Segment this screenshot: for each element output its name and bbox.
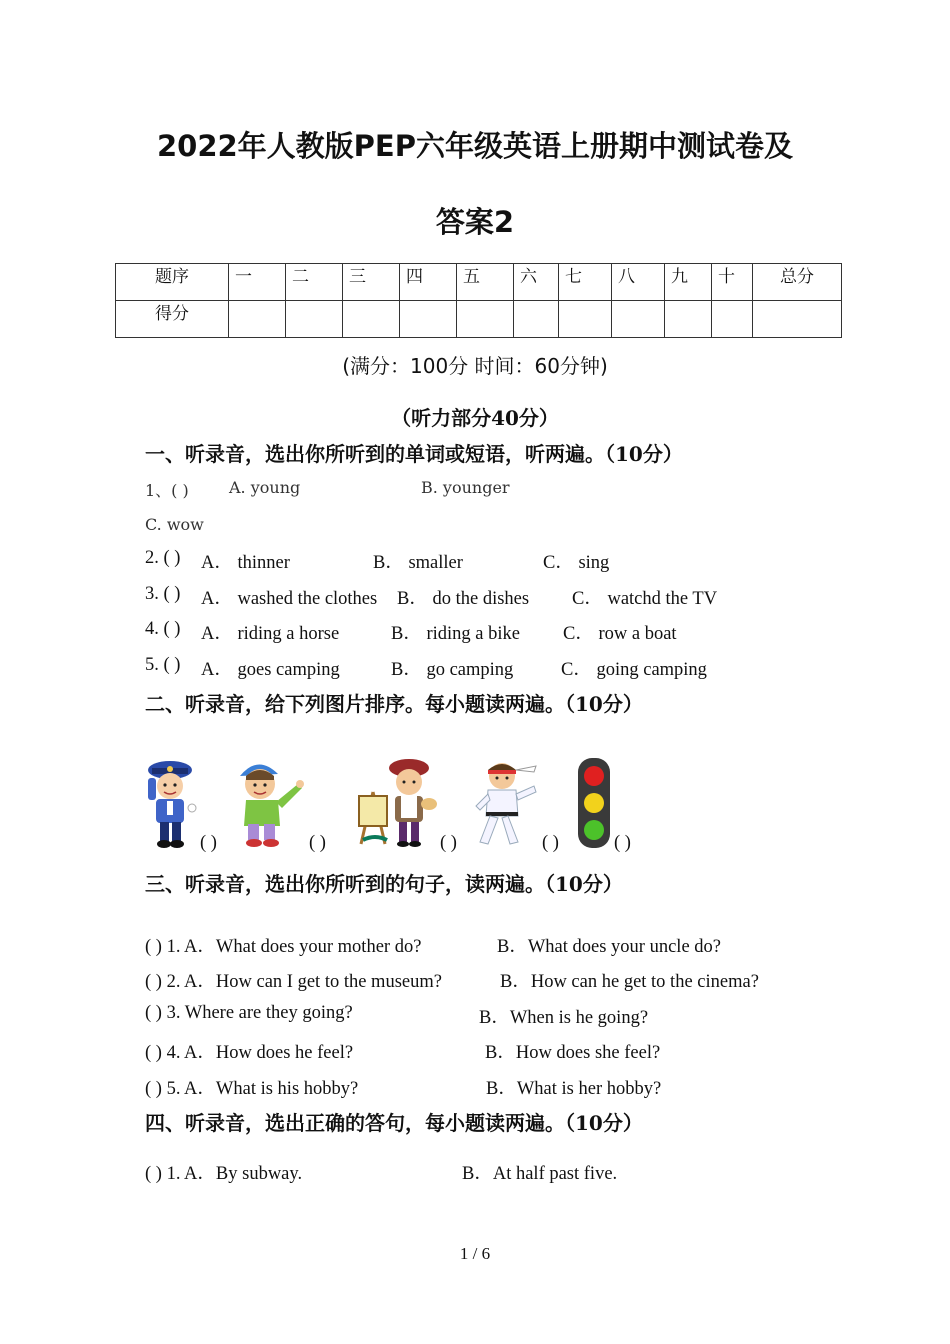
score-input-cell[interactable] bbox=[753, 301, 842, 338]
option-c: C． sing bbox=[543, 553, 610, 573]
page-number: 1 / 6 bbox=[459, 1244, 491, 1263]
q1-number: 1、( ) bbox=[145, 481, 189, 500]
picture-blank-3[interactable]: ( ) bbox=[440, 833, 457, 853]
painter-picture bbox=[355, 756, 439, 850]
traffic-light-picture bbox=[577, 757, 611, 849]
score-cell: 十 bbox=[712, 264, 753, 301]
q-number: 5. ( ) bbox=[145, 655, 181, 675]
option-b: B．What does your uncle do? bbox=[497, 937, 721, 957]
score-cell: 题序 bbox=[116, 264, 229, 301]
option-c: C． going camping bbox=[561, 660, 707, 680]
sentence-question: ( ) 5. A．What is his hobby? bbox=[145, 1079, 359, 1099]
option-b: B． riding a bike bbox=[391, 624, 520, 644]
score-cell: 得分 bbox=[116, 301, 229, 338]
section1-heading: 一、听录音，选出你所听到的单词或短语，听两遍。（10分） bbox=[145, 442, 683, 466]
option-b: B．How can he get to the cinema? bbox=[500, 972, 759, 992]
score-input-cell[interactable] bbox=[457, 301, 514, 338]
score-input-cell[interactable] bbox=[400, 301, 457, 338]
section3-heading: 三、听录音，选出你所听到的句子，读两遍。（10分） bbox=[145, 872, 623, 896]
score-input-cell[interactable] bbox=[559, 301, 612, 338]
q1-option-b: B. younger bbox=[421, 478, 510, 497]
section4-heading: 四、听录音，选出正确的答句，每小题读两遍。（10分） bbox=[145, 1111, 643, 1135]
score-cell: 七 bbox=[559, 264, 612, 301]
page-title: 2022年人教版PEP六年级英语上册期中测试卷及 bbox=[156, 129, 794, 163]
answer-question: ( ) 1. A．By subway. bbox=[145, 1164, 303, 1184]
score-input-cell[interactable] bbox=[343, 301, 400, 338]
picture-blank-4[interactable]: ( ) bbox=[542, 833, 559, 853]
sentence-question: ( ) 3. Where are they going? bbox=[145, 1003, 353, 1023]
option-b: B．What is her hobby? bbox=[486, 1079, 662, 1099]
option-a: A． thinner bbox=[201, 553, 290, 573]
police-officer-picture bbox=[140, 756, 202, 850]
option-a: A． washed the clothes bbox=[201, 589, 378, 609]
score-cell: 一 bbox=[229, 264, 286, 301]
option-a: A． goes camping bbox=[201, 660, 340, 680]
score-cell: 二 bbox=[286, 264, 343, 301]
score-cell: 六 bbox=[514, 264, 559, 301]
score-input-cell[interactable] bbox=[612, 301, 665, 338]
picture-blank-1[interactable]: ( ) bbox=[200, 833, 217, 853]
option-b: B． do the dishes bbox=[397, 589, 530, 609]
picture-blank-5[interactable]: ( ) bbox=[614, 833, 631, 853]
score-cell: 四 bbox=[400, 264, 457, 301]
score-input-cell[interactable] bbox=[665, 301, 712, 338]
option-b: B． go camping bbox=[391, 660, 514, 680]
score-input-cell[interactable] bbox=[514, 301, 559, 338]
q1-option-c: C. wow bbox=[145, 515, 204, 534]
sentence-question: ( ) 4. A．How does he feel? bbox=[145, 1043, 354, 1063]
score-table-header-row bbox=[116, 264, 842, 301]
option-b: B．When is he going? bbox=[479, 1008, 649, 1028]
karate-kid-picture bbox=[472, 756, 544, 850]
q-number: 2. ( ) bbox=[145, 548, 181, 568]
score-cell: 三 bbox=[343, 264, 400, 301]
option-a: A． riding a horse bbox=[201, 624, 340, 644]
option-c: C． watchd the TV bbox=[572, 589, 718, 609]
picture-blank-2[interactable]: ( ) bbox=[309, 833, 326, 853]
score-table-score-row bbox=[116, 301, 842, 338]
boy-waving-picture bbox=[232, 756, 307, 850]
score-input-cell[interactable] bbox=[286, 301, 343, 338]
option-b: B． smaller bbox=[373, 553, 463, 573]
option-b: B．At half past five. bbox=[462, 1164, 618, 1184]
score-input-cell[interactable] bbox=[712, 301, 753, 338]
score-cell: 九 bbox=[665, 264, 712, 301]
listening-header: （听力部分40分） bbox=[391, 406, 559, 430]
q1-option-a: A. young bbox=[229, 478, 301, 497]
option-c: C． row a boat bbox=[563, 624, 677, 644]
q-number: 4. ( ) bbox=[145, 619, 181, 639]
sentence-question: ( ) 1. A．What does your mother do? bbox=[145, 937, 422, 957]
score-cell: 五 bbox=[457, 264, 514, 301]
score-table bbox=[115, 263, 842, 338]
score-cell: 八 bbox=[612, 264, 665, 301]
section2-heading: 二、听录音，给下列图片排序。每小题读两遍。（10分） bbox=[145, 692, 643, 716]
option-b: B．How does she feel? bbox=[485, 1043, 661, 1063]
page-title-line2: 答案2 bbox=[435, 205, 515, 239]
score-cell: 总分 bbox=[753, 264, 842, 301]
sentence-question: ( ) 2. A．How can I get to the museum? bbox=[145, 972, 442, 992]
score-input-cell[interactable] bbox=[229, 301, 286, 338]
exam-meta: (满分：100分 时间：60分钟) bbox=[342, 354, 608, 378]
q-number: 3. ( ) bbox=[145, 584, 181, 604]
